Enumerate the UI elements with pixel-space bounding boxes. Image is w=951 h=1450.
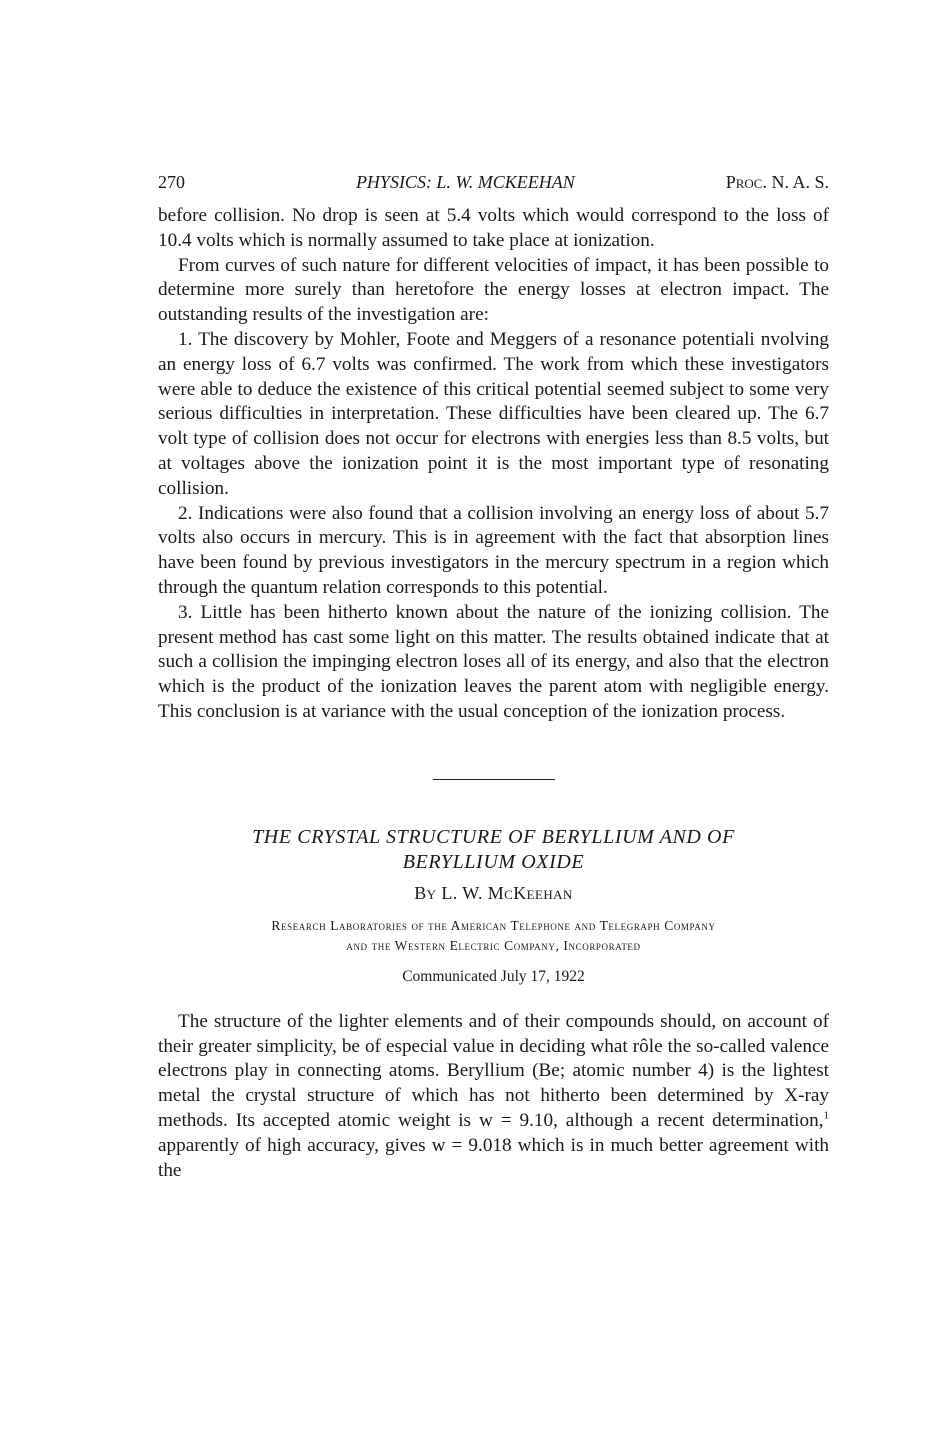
article-title-line: THE CRYSTAL STRUCTURE OF BERYLLIUM AND OF xyxy=(252,825,735,848)
footnote-mark[interactable]: 1 xyxy=(823,1109,829,1122)
running-head xyxy=(158,172,829,204)
article-title-line: BERYLLIUM OXIDE xyxy=(402,850,585,873)
intro-text-continued: apparently of high accuracy, gives w = 9.018 which is in much better agreement with the xyxy=(158,1134,829,1181)
previous-article-text xyxy=(158,204,829,725)
byline: By L. W. McKeehan xyxy=(414,882,573,903)
page-number: 270 xyxy=(158,172,185,192)
article-intro xyxy=(158,1010,829,1184)
paragraph: 2. Indications were also found that a collision involving an energy loss of about 5.7 volts also occurs in mercury. This is in agreement with the fact that absorption lines have been found by previous investigators in the mercury spectrum in a region which through the quantum relation corresponds to this potential. xyxy=(158,502,829,598)
paragraph: From curves of such nature for different velocities of impact, it has been possible to determine more surely than heretofore the energy losses at electron impact. The outstanding results of the investigation are: xyxy=(158,254,829,326)
affiliation-line: and the Western Electric Company, Incorporated xyxy=(346,937,641,953)
article-title xyxy=(158,825,829,875)
affiliation-line: Research Laboratories of the American Telephone and Telegraph Company xyxy=(271,917,716,933)
journal-name: Proc. N. A. S. xyxy=(725,172,829,192)
communicated-date: Communicated July 17, 1922 xyxy=(402,967,585,985)
paragraph xyxy=(158,1010,829,1184)
page xyxy=(158,172,829,1183)
intro-text: The structure of the lighter elements and of their compounds should, on account of their greater simplicity, be of especial value in deciding what rôle the so-called valence electrons play in connecting atoms. Beryllium (Be; atomic number 4) is the lightest metal the crystal structure of which has not hitherto been determined by X-ray methods. Its accepted atomic weight is w = 9.10, although a recent determination, xyxy=(158,1010,829,1131)
section-divider xyxy=(433,779,555,780)
paragraph: before collision. No drop is seen at 5.4 volts which would correspond to the loss of 10.4 volts which is normally assumed to take place at ionization. xyxy=(158,205,829,251)
affiliation xyxy=(158,916,829,956)
running-title: PHYSICS: L. W. MCKEEHAN xyxy=(355,172,575,192)
paragraph: 3. Little has been hitherto known about the nature of the ionizing collision. The present method has cast some light on this matter. The results obtained indicate that at such a collision the impinging electron loses all of its energy, and also that the electron which is the product of the ionization leaves the parent atom with negligible energy. This conclusion is at variance with the usual conception of the ionization process. xyxy=(158,601,829,722)
paragraph: 1. The discovery by Mohler, Foote and Meggers of a resonance potentiali nvolving an energy loss of 6.7 volts was confirmed. The work from which these investigators were able to deduce the existence of this critical potential seemed subject to some very serious difficulties in interpretation. These difficulties have been cleared up. The 6.7 volt type of collision does not occur for electrons with energies less than 8.5 volts, but at voltages above the ionization point it is the most important type of resonating collision. xyxy=(158,328,829,499)
